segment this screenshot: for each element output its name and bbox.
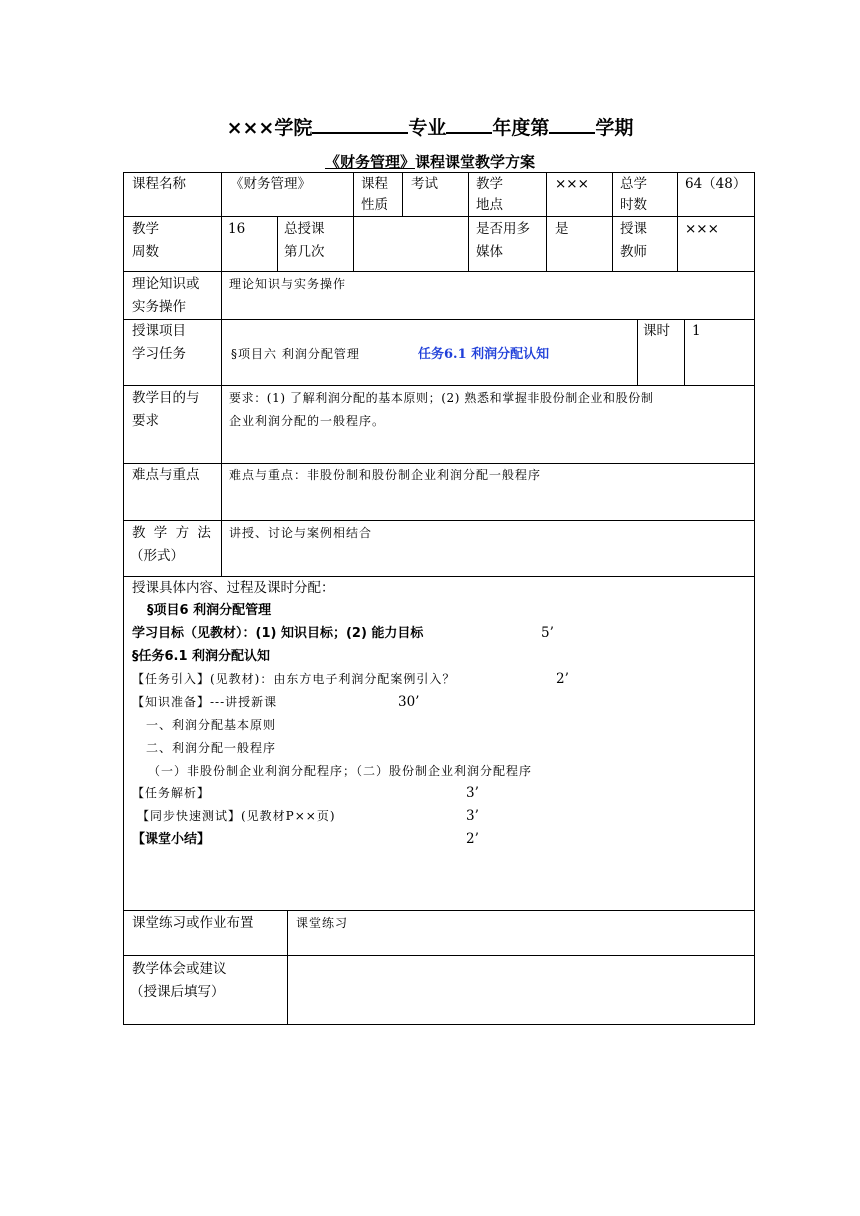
- class-hours-value: 1: [692, 323, 701, 339]
- teaching-weeks-label-2: 周数: [132, 244, 159, 260]
- col-divider: [221, 271, 222, 576]
- key-points-label: 难点与重点: [132, 467, 200, 483]
- course-nature-label-2: 性质: [361, 197, 388, 213]
- table-border-bottom: [123, 1024, 755, 1025]
- title-blank-year: [446, 116, 492, 134]
- content-summary-time: 2’: [466, 831, 479, 847]
- teaching-goal-line-2: 企业利润分配的一般程序。: [229, 414, 386, 428]
- content-test-time: 3’: [466, 808, 479, 824]
- course-name-value: 《财务管理》: [230, 176, 311, 192]
- teaching-goal-line-1: 要求：(1) 了解利润分配的基本原则；(2) 熟悉和掌握非股份制企业和股份制: [229, 391, 654, 405]
- row-divider: [123, 910, 755, 911]
- project-task-label-1: 授课项目: [132, 323, 186, 339]
- col-divider: [637, 319, 638, 385]
- knowledge-type-value: 理论知识与实务操作: [229, 277, 347, 291]
- lesson-number-label-2: 第几次: [284, 244, 325, 260]
- title-blank-term: [549, 116, 595, 134]
- project-task-label-2: 学习任务: [132, 346, 186, 362]
- content-task: §任务6.1 利润分配认知: [132, 649, 271, 664]
- teaching-place-value: ×××: [555, 176, 589, 192]
- homework-value: 课堂练习: [296, 916, 349, 930]
- teacher-label-1: 授课: [620, 221, 647, 237]
- title-term: 学期: [595, 117, 634, 139]
- teaching-method-label-1: 教 学 方 法: [132, 525, 211, 541]
- col-divider: [277, 216, 278, 271]
- teaching-weeks-value: 16: [228, 221, 246, 237]
- col-divider: [221, 172, 222, 271]
- row-divider: [123, 520, 755, 521]
- project-name: §项目六 利润分配管理: [231, 347, 360, 361]
- title-blank-major: [312, 116, 408, 134]
- content-test: 【同步快速测试】(见教材P××页): [137, 809, 336, 823]
- subtitle-book: 《财务管理》: [324, 153, 415, 171]
- teaching-method-label-2: （形式）: [130, 548, 184, 564]
- teaching-place-label-1: 教学: [476, 176, 503, 192]
- teaching-place-label-2: 地点: [476, 197, 503, 213]
- page-title: [0, 113, 860, 140]
- title-year: 年度第: [492, 117, 550, 139]
- content-summary: 【课堂小结】: [132, 832, 211, 847]
- total-hours-value: 64（48）: [685, 176, 747, 192]
- course-nature-value: 考试: [411, 176, 438, 192]
- content-goal-time: 5’: [541, 625, 554, 641]
- knowledge-type-label-1: 理论知识或: [132, 276, 200, 292]
- col-divider: [287, 910, 288, 1024]
- course-name-label: 课程名称: [132, 176, 186, 192]
- course-nature-label-1: 课程: [361, 176, 388, 192]
- col-divider: [677, 172, 678, 271]
- teaching-goal-label-2: 要求: [132, 413, 159, 429]
- col-divider: [402, 172, 403, 216]
- content-intro: 【任务引入】(见教材)：由东方电子利润分配案例引入？: [132, 672, 456, 686]
- row-divider: [123, 216, 755, 217]
- content-prep: 【知识准备】---讲授新课: [132, 695, 278, 709]
- col-divider: [612, 172, 613, 271]
- col-divider: [353, 172, 354, 271]
- content-goal: 学习目标（见教材）：(1) 知识目标；(2) 能力目标: [132, 626, 424, 641]
- table-border-top: [123, 172, 755, 173]
- title-school: ×××学院: [226, 117, 313, 139]
- reflection-label-1: 教学体会或建议: [132, 961, 227, 977]
- subtitle-rest: 课程课堂教学方案: [415, 153, 536, 171]
- content-analysis: 【任务解析】: [132, 786, 211, 800]
- total-hours-label-1: 总学: [620, 176, 647, 192]
- teaching-weeks-label-1: 教学: [132, 221, 159, 237]
- content-item-3: （一）非股份制企业利润分配程序；（二）股份制企业利润分配程序: [148, 764, 533, 778]
- table-border-right: [754, 172, 755, 1025]
- content-item-2: 二、利润分配一般程序: [146, 741, 277, 755]
- row-divider: [123, 385, 755, 386]
- content-analysis-time: 3’: [466, 785, 479, 801]
- col-divider: [546, 172, 547, 271]
- knowledge-type-label-2: 实务操作: [132, 299, 186, 315]
- teaching-method-value: 讲授、讨论与案例相结合: [229, 526, 373, 540]
- title-major: 专业: [408, 117, 447, 139]
- multimedia-label-1: 是否用多: [476, 221, 530, 237]
- teacher-value: ×××: [685, 221, 719, 237]
- col-divider: [468, 172, 469, 271]
- multimedia-value: 是: [555, 221, 569, 237]
- key-points-value: 难点与重点：非股份制和股份制企业利润分配一般程序: [229, 468, 542, 482]
- row-divider: [123, 955, 755, 956]
- lesson-number-label-1: 总授课: [284, 221, 325, 237]
- total-hours-label-2: 时数: [620, 197, 647, 213]
- content-heading: 授课具体内容、过程及课时分配：: [132, 580, 335, 596]
- class-hours-label: 课时: [643, 323, 670, 339]
- task-name: 任务6.1 利润分配认知: [418, 347, 550, 362]
- teaching-goal-label-1: 教学目的与: [132, 390, 200, 406]
- multimedia-label-2: 媒体: [476, 244, 503, 260]
- content-project: §项目6 利润分配管理: [147, 603, 272, 618]
- content-prep-time: 30’: [398, 694, 420, 710]
- content-item-1: 一、利润分配基本原则: [146, 718, 277, 732]
- col-divider: [684, 319, 685, 385]
- teacher-label-2: 教师: [620, 244, 647, 260]
- reflection-label-2: （授课后填写）: [130, 984, 225, 1000]
- page-subtitle: [0, 151, 860, 172]
- table-border-left: [123, 172, 124, 1025]
- row-divider: [123, 271, 755, 272]
- homework-label: 课堂练习或作业布置: [132, 915, 254, 931]
- content-intro-time: 2’: [556, 671, 569, 687]
